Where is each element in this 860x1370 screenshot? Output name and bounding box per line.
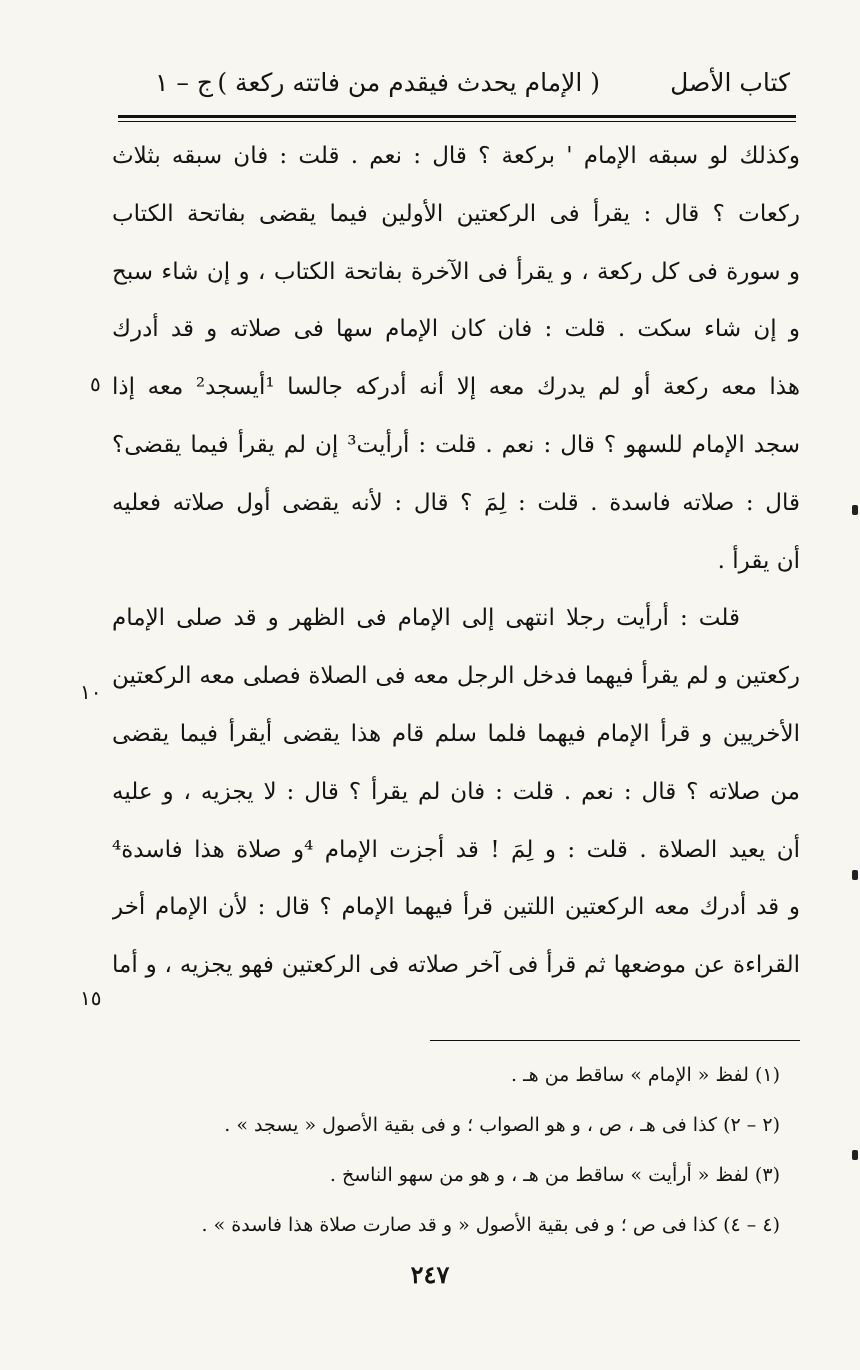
main-text: [112, 128, 800, 995]
text-line: و سورة فى كل ركعة ، و يقرأ فى الآخرة بفاتحة الكتاب ، و إن شاء سبح: [112, 258, 800, 285]
chapter-title: ( الإمام يحدث فيقدم من فاتته ركعة ): [217, 68, 600, 97]
footnote: (٣) لفظ « أرأيت » ساقط من هـ ، و هو من سهو الناسخ .: [329, 1164, 780, 1186]
footnotes: [150, 1050, 780, 1250]
line-number-15: ١٥: [80, 986, 102, 1010]
text-line: أن يعيد الصلاة . قلت : و لِمَ ! قد أجزت الإمام ⁴و صلاة هذا فاسدة⁴: [112, 836, 800, 863]
running-header: [115, 62, 790, 110]
text-line: الأخريين و قرأ الإمام فيهما فلما سلم قام هذا يقضى أيقرأ فيما يقضى: [112, 720, 800, 747]
text-line: قلت : أرأيت رجلا انتهى إلى الإمام فى الظهر و قد صلى الإمام: [112, 605, 740, 632]
text-line: وكذلك لو سبقه الإمام ' بركعة ؟ قال : نعم . قلت : فان سبقه بثلاث: [112, 143, 800, 169]
text-line: و إن شاء سكت . قلت : فان كان الإمام سها فى صلاته و قد أدرك: [112, 316, 800, 343]
header-rule-thick: [118, 115, 796, 118]
scan-mark: [852, 505, 858, 515]
scan-mark: [852, 1150, 858, 1160]
footnote: (٤ – ٤) كذا فى ص ؛ و فى بقية الأصول « و قد صارت صلاة هذا فاسدة » .: [201, 1214, 780, 1236]
header-rule-thin: [118, 121, 796, 122]
text-line: هذا معه ركعة أو لم يدرك معه إلا أنه أدركه جالسا ¹أيسجد² معه إذا: [112, 374, 800, 401]
line-number-5: ٥: [90, 372, 101, 396]
text-line: قال : صلاته فاسدة . قلت : لِمَ ؟ قال : لأنه يقضى أول صلاته فعليه: [112, 489, 800, 516]
text-line: القراءة عن موضعها ثم قرأ فى آخر صلاته فى الركعتين فهو يجزيه ، و أما: [112, 952, 800, 979]
book-title: كتاب الأصل: [670, 68, 790, 97]
text-line: ركعات ؟ قال : يقرأ فى الركعتين الأولين فيما يقضى بفاتحة الكتاب: [112, 200, 800, 227]
line-number-10: ١٠: [80, 680, 102, 704]
text-line: سجد الإمام للسهو ؟ قال : نعم . قلت : أرأيت³ إن لم يقرأ فيما يقضى؟: [112, 431, 800, 458]
footnote-rule: [430, 1040, 800, 1041]
text-line: ركعتين و لم يقرأ فيهما فدخل الرجل معه فى الصلاة فصلى معه الركعتين: [112, 663, 800, 690]
footnote: (١) لفظ « الإمام » ساقط من هـ .: [511, 1064, 780, 1086]
footnote: (٢ – ٢) كذا فى هـ ، ص ، و هو الصواب ؛ و فى بقية الأصول « يسجد » .: [224, 1114, 780, 1136]
volume-number: ج – ١: [155, 68, 213, 97]
text-line: و قد أدرك معه الركعتين اللتين قرأ فيهما الإمام ؟ قال : لأن الإمام أخر: [112, 894, 800, 921]
text-line: من صلاته ؟ قال : نعم . قلت : فان لم يقرأ ؟ قال : لا يجزيه ، و عليه: [112, 778, 800, 805]
text-line: أن يقرأ .: [717, 547, 800, 574]
scan-mark: [852, 870, 858, 880]
page-number: ٢٤٧: [410, 1260, 450, 1289]
